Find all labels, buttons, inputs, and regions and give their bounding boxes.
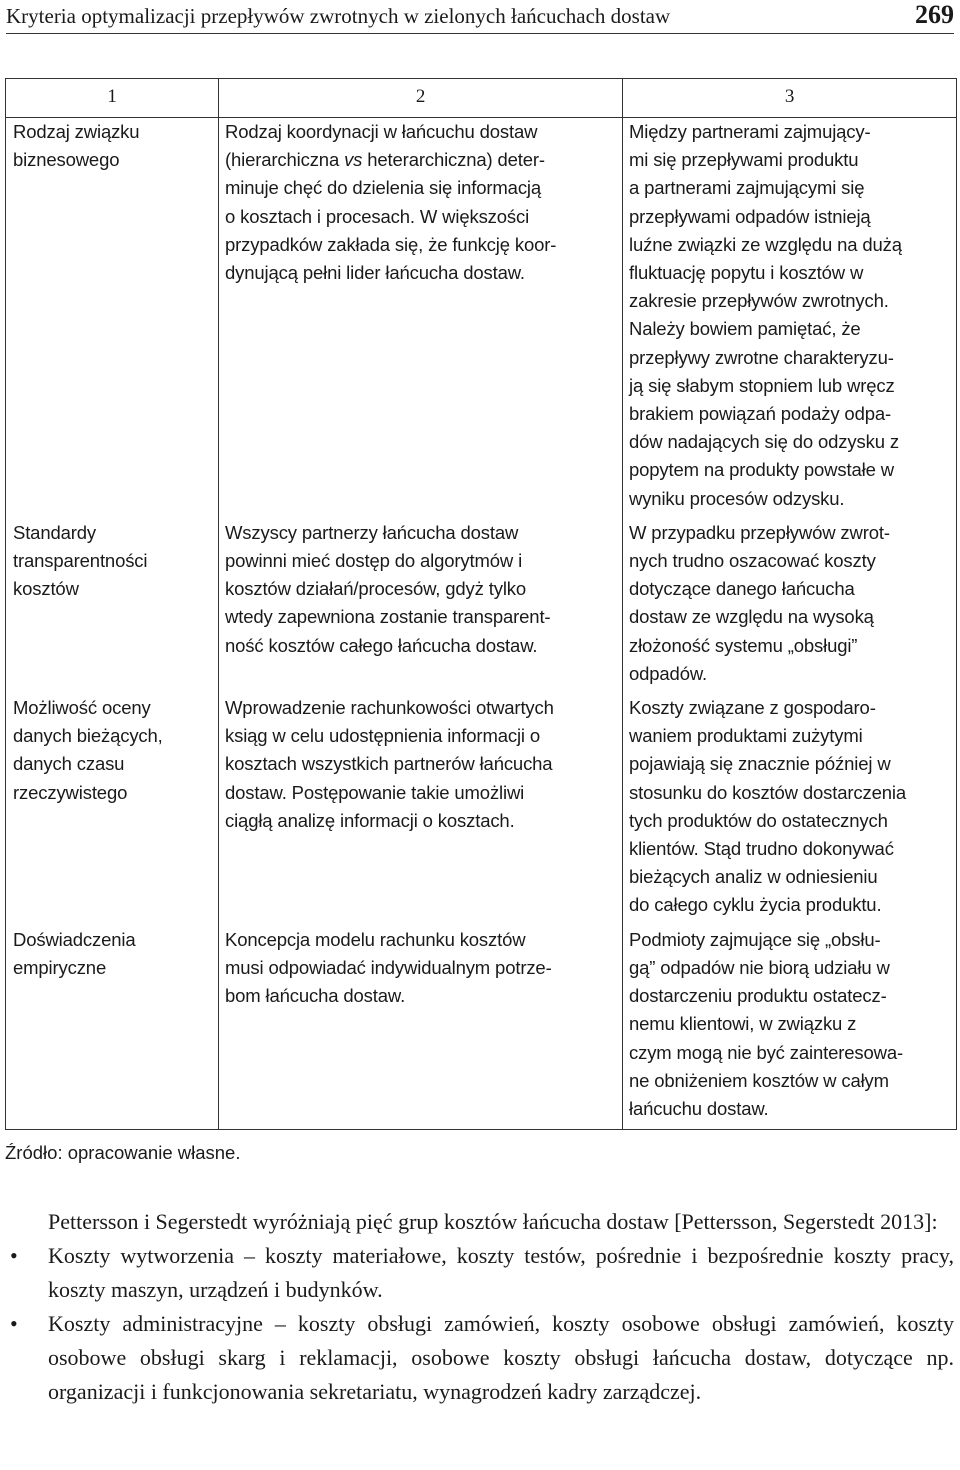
table-source-note: Źródło: opracowanie własne.	[5, 1142, 241, 1163]
cost-group-list	[6, 1239, 954, 1409]
remarks-cell: W przypadku przepływów zwrot- nych trudno oszacować koszty dotyczące danego łańcucha dostaw ze względu na wysoką złożoność systemu „obsługi” odpadów.	[623, 519, 957, 694]
table-row	[6, 519, 957, 694]
body-text	[6, 1205, 954, 1409]
remarks-cell: Koszty związane z gospodaro- waniem produktami zużytymi pojawiają się znacznie później w stosunku do kosztów dostarczenia tych produktów do ostatecznych klientów. Stąd trudno dokonywać bieżących analiz w odniesieniu do całego cyklu życia produktu.	[623, 694, 957, 926]
criterion-cell: Doświadczenia empiryczne	[6, 926, 219, 1130]
running-header	[6, 0, 954, 34]
list-item	[6, 1239, 954, 1307]
bullet-icon: •	[10, 1311, 18, 1336]
description-cell: Rodzaj koordynacji w łańcuchu dostaw (hierarchiczna vs heterarchiczna) deter- minuje chęć do dzielenia się informacją o kosztach i procesach. W większości przypadków zakłada się, że funkcję koor- dynującą pełni lider łańcucha dostaw.	[219, 118, 623, 519]
table-row	[6, 694, 957, 926]
criterion-cell: Możliwość oceny danych bieżących, danych czasu rzeczywistego	[6, 694, 219, 926]
column-header-3: 3	[623, 79, 957, 118]
remarks-cell: Podmioty zajmujące się „obsłu- gą” odpadów nie biorą udziału w dostarczeniu produktu ostatecz- nemu klientowi, w związku z czym mogą nie być zainteresowa- ne obniżeniem kosztów w całym łańcuchu dostaw.	[623, 926, 957, 1130]
description-cell: Wprowadzenie rachunkowości otwartych ksiąg w celu udostępnienia informacji o kosztach wszystkich partnerów łańcucha dostaw. Postępowanie takie umożliwi ciągłą analizę informacji o kosztach.	[219, 694, 623, 926]
intro-paragraph: Pettersson i Segerstedt wyróżniają pięć grup kosztów łańcucha dostaw [Pettersson, Segerstedt 2013]:	[48, 1209, 938, 1234]
criterion-cell: Rodzaj związku biznesowego	[6, 118, 219, 519]
list-item-text: Koszty administracyjne – koszty obsługi zamówień, koszty osobowe obsługi zamówień, koszty osobowe obsługi skarg i reklamacji, osobowe koszty obsługi łańcucha dostaw, dotyczące np. organizacji i funkcjonowania sekretariatu, wynagrodzeń kadry zarządczej.	[48, 1311, 954, 1404]
list-item	[6, 1307, 954, 1409]
header-title: Kryteria optymalizacji przepływów zwrotnych w zielonych łańcuchach dostaw	[6, 4, 671, 28]
bullet-icon: •	[10, 1243, 18, 1268]
page-number: 269	[915, 0, 954, 29]
table-header-row	[6, 79, 957, 118]
column-header-1: 1	[6, 79, 219, 118]
list-item-text: Koszty wytworzenia – koszty materiałowe, koszty testów, pośrednie i bezpośrednie koszty pracy, koszty maszyn, urządzeń i budynków.	[48, 1243, 954, 1302]
table-row	[6, 118, 957, 519]
table-row	[6, 926, 957, 1130]
column-header-2: 2	[219, 79, 623, 118]
description-cell: Koncepcja modelu rachunku kosztów musi odpowiadać indywidualnym potrze- bom łańcucha dostaw.	[219, 926, 623, 1130]
criterion-cell: Standardy transparentności kosztów	[6, 519, 219, 694]
criteria-table	[5, 78, 957, 1130]
remarks-cell: Między partnerami zajmujący- mi się przepływami produktu a partnerami zajmującymi się przepływami odpadów istnieją luźne związki ze względu na dużą fluktuację popytu i kosztów w zakresie przepływów zwrotnych. Należy bowiem pamiętać, że przepływy zwrotne charakteryzu- ją się słabym stopniem lub wręcz brakiem powiązań podaży odpa- dów nadających się do odzysku z popytem na produkty powstałe w wyniku procesów odzysku.	[623, 118, 957, 519]
description-cell: Wszyscy partnerzy łańcucha dostaw powinni mieć dostęp do algorytmów i kosztów działań/procesów, gdyż tylko wtedy zapewniona zostanie transparent- ność kosztów całego łańcucha dostaw.	[219, 519, 623, 694]
